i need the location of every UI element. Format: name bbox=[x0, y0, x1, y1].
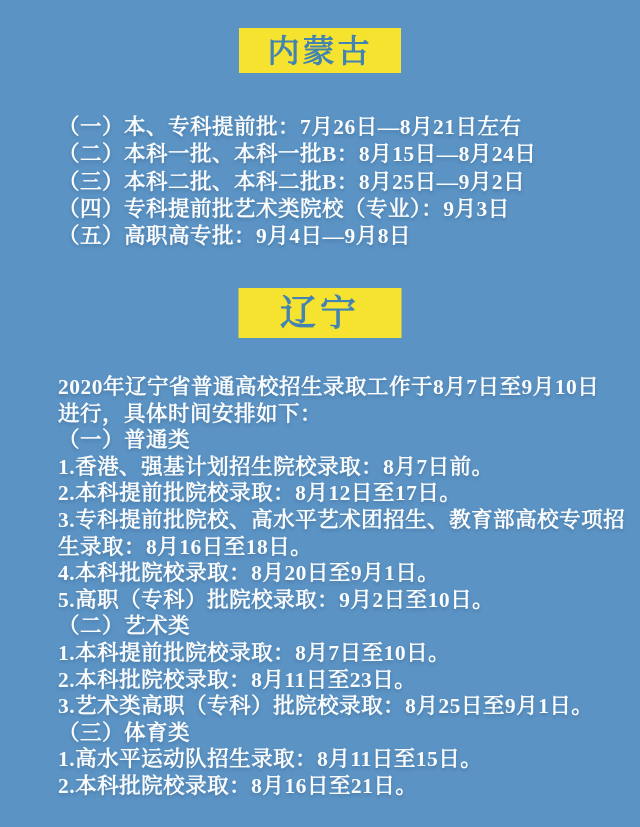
schedule-line: 2020年辽宁省普通高校招生录取工作于8月7日至9月10日 bbox=[58, 375, 600, 399]
schedule-line: （一）本、专科提前批：7月26日—8月21日左右 bbox=[58, 115, 522, 139]
schedule-line: 1.高水平运动队招生录取：8月11日至15日。 bbox=[58, 747, 483, 772]
schedule-line: 2.本科批院校录取：8月11日至23日。 bbox=[58, 667, 417, 692]
schedule-line: 1.本科提前批院校录取：8月7日至10日。 bbox=[58, 640, 451, 665]
liaoning-schedule-text bbox=[58, 374, 626, 800]
schedule-line: （三）本科二批、本科二批B：8月25日—9月2日 bbox=[58, 169, 526, 194]
schedule-line: （二）本科一批、本科一批B：8月15日—8月24日 bbox=[58, 142, 537, 167]
schedule-line: 4.本科批院校录取：8月20日至9月1日。 bbox=[58, 561, 440, 586]
schedule-line: （二）艺术类 bbox=[58, 614, 191, 639]
schedule-line: 2.本科提前批院校录取：8月12日至17日。 bbox=[58, 481, 462, 506]
section-title-badge-neimenggu: 内蒙古 bbox=[239, 28, 401, 73]
schedule-line: （五）高职高专批：9月4日—9月8日 bbox=[58, 224, 412, 248]
schedule-line: 2.本科批院校录取：8月16日至21日。 bbox=[58, 773, 418, 798]
schedule-line: 3.艺术类高职（专科）批院校录取：8月25日至9月1日。 bbox=[58, 694, 594, 719]
schedule-line: （三）体育类 bbox=[58, 720, 191, 745]
schedule-line: （一）普通类 bbox=[58, 428, 191, 453]
neimenggu-schedule-list bbox=[58, 114, 618, 250]
schedule-line: 5.高职（专科）批院校录取：9月2日至10日。 bbox=[58, 587, 495, 612]
schedule-line: 1.香港、强基计划招生院校录取：8月7日前。 bbox=[58, 454, 494, 479]
schedule-line: 3.专科提前批院校、高水平艺术团招生、教育部高校专项招 bbox=[58, 507, 626, 532]
schedule-line: 进行，具体时间安排如下： bbox=[58, 401, 323, 426]
section-title-badge-liaoning: 辽宁 bbox=[239, 288, 402, 338]
schedule-line: （四）专科提前批艺术类院校（专业）：9月3日 bbox=[58, 196, 510, 221]
schedule-line: 生录取：8月16日至18日。 bbox=[58, 534, 313, 559]
